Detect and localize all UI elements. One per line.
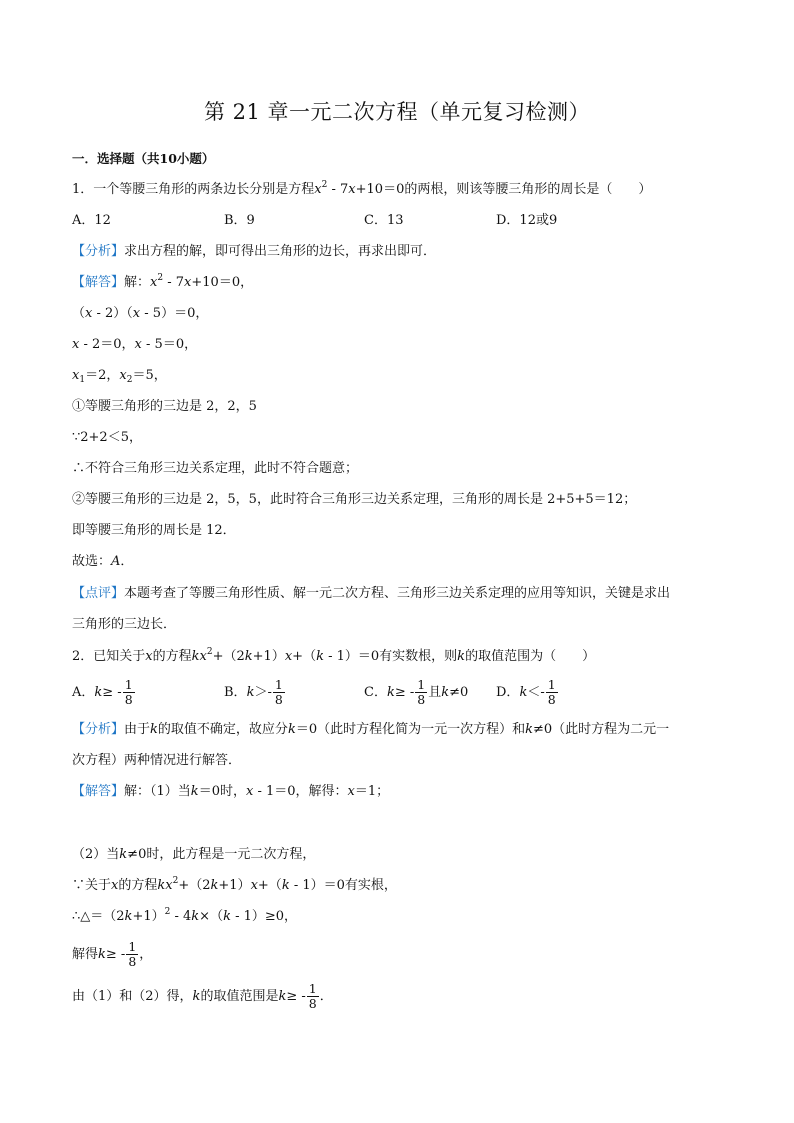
q2-answer-line-1: 【解答】解：（1）当k＝0时，x - 1＝0，解得：x＝1； bbox=[72, 784, 390, 799]
answer-tag: 【解答】 bbox=[72, 275, 125, 290]
q2-analysis: 【分析】由于k的取值不确定，故应分k＝0（此时方程化简为一元一次方程）和k≠0（此时方程为二元一 bbox=[72, 722, 670, 737]
q2-answer-line-5: 解得k≥ - $\frac{1}{8}$ ， bbox=[72, 939, 153, 969]
q1-answer-line-4: $x_1=2$，$x_2=5$， bbox=[72, 368, 167, 385]
q1-answer-line-2: （x - 2）（x - 5）＝0， bbox=[72, 306, 209, 321]
analysis-tag: 【分析】 bbox=[72, 244, 125, 259]
section-heading: 一．选择题（共10小题） bbox=[72, 151, 215, 166]
q1-answer-line-5: ①等腰三角形的三边是 2，2，5 bbox=[72, 399, 257, 414]
fraction: $\frac{1}{8}$ bbox=[417, 677, 426, 707]
q2-answer-line-4: $\therefore\triangle=(2k+1)^2 - 4k\times(k - 1)\ge 0$， bbox=[72, 907, 298, 924]
answer-tag: 【解答】 bbox=[72, 784, 125, 799]
q2-answer-line-2: （2）当k≠0时，此方程是一元二次方程， bbox=[72, 847, 316, 862]
q1-comment-cont: 三角形的三边长． bbox=[72, 617, 177, 632]
q1-answer-line-8: ②等腰三角形的三边是 2，5，5，此时符合三角形三边关系定理，三角形的周长是 2+5+5＝12； bbox=[72, 492, 637, 507]
q1-answer-line-1: 【解答】解：$x^2 - 7x+10=0$， bbox=[72, 273, 254, 290]
q2-option-a: A．k≥ - $\frac{1}{8}$ bbox=[72, 677, 133, 707]
q1-analysis: 【分析】求出方程的解，即可得出三角形的边长，再求出即可． bbox=[72, 244, 437, 259]
q2-option-d: D．k＜- $\frac{1}{8}$ bbox=[496, 677, 556, 707]
q2-stem: 2．已知关于x的方程$kx^2+(2k+1)x+(k - 1)=0$有实数根，则k的取值范围为（ ） bbox=[72, 647, 596, 664]
q1-option-c: C．13 bbox=[364, 213, 404, 228]
q1-stem: 1．一个等腰三角形的两条边长分别是方程$x^2 - 7x+10=0$的两根，则该等腰三角形的周长是（ ） bbox=[72, 180, 652, 197]
q1-answer-line-9: 即等腰三角形的周长是 12． bbox=[72, 523, 236, 538]
q2-option-b: B．k＞- $\frac{1}{8}$ bbox=[224, 677, 283, 707]
q1-answer-line-3: x - 2＝0，x - 5＝0， bbox=[72, 337, 198, 352]
q1-answer-line-6: ∵2+2＜5， bbox=[72, 430, 142, 445]
q2-analysis-cont: 次方程）两种情况进行解答． bbox=[72, 753, 242, 768]
page-title: 第 21 章一元二次方程（单元复习检测） bbox=[203, 100, 591, 124]
fraction: $\frac{1}{8}$ bbox=[128, 939, 137, 969]
q2-answer-line-3: ∵关于x的方程$kx^2+(2k+1)x+(k - 1)=0$有实根， bbox=[72, 876, 397, 893]
q1-option-b: B．9 bbox=[224, 213, 255, 228]
fraction: $\frac{1}{8}$ bbox=[308, 981, 317, 1011]
q2-answer-line-6: 由（1）和（2）得，k的取值范围是k≥ - $\frac{1}{8}$ ． bbox=[72, 981, 333, 1011]
fraction: $\frac{1}{8}$ bbox=[124, 677, 133, 707]
q1-option-d: D．12或9 bbox=[496, 213, 558, 228]
fraction: $\frac{1}{8}$ bbox=[547, 677, 556, 707]
fraction: $\frac{1}{8}$ bbox=[274, 677, 283, 707]
q1-answer-line-7: ∴不符合三角形三边关系定理，此时不符合题意； bbox=[72, 461, 359, 476]
q1-comment: 【点评】本题考查了等腰三角形性质、解一元二次方程、三角形三边关系定理的应用等知识，关键是求出 bbox=[72, 586, 671, 601]
comment-tag: 【点评】 bbox=[72, 586, 125, 601]
q2-option-c: C．k≥ - $\frac{1}{8}$ 且k≠0 bbox=[364, 677, 469, 707]
q1-choice: 故选：A． bbox=[72, 554, 134, 569]
analysis-tag: 【分析】 bbox=[72, 722, 125, 737]
q1-option-a: A．12 bbox=[72, 213, 111, 228]
